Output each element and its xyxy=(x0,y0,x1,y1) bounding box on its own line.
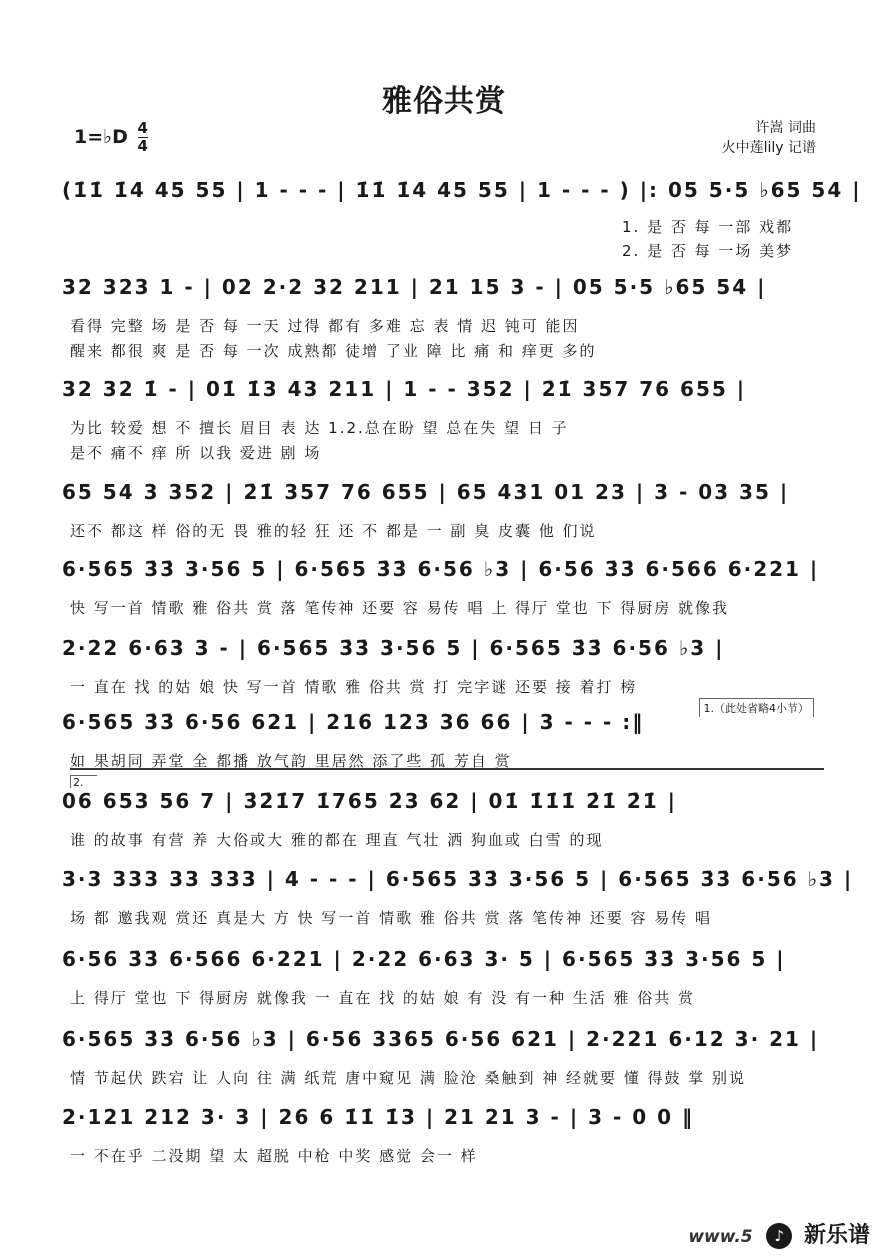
notation-line: 06 653 56 7 | 3̇2̇1̇7 1̇765 2̇3 6̇2 | 01̇ 1̇1̇1̇ 2̇1̇ 2̇1̇ | xyxy=(62,789,677,813)
staff-row-2 xyxy=(62,275,832,360)
staff-row-6 xyxy=(62,636,832,696)
verse-line-2: 2. 是 否 每 一场 美梦 xyxy=(622,242,794,260)
staff-row-9 xyxy=(62,867,854,927)
lyric-line-1: 一 直在 找 的姑 娘 快 写一首 情歌 雅 俗共 赏 打 完字谜 还要 接 着打 榜 xyxy=(70,678,638,696)
page-title: 雅俗共赏 xyxy=(382,84,506,119)
lyric-line-1: 为比 较爱 想 不 擅长 眉目 表 达 1.2.总在盼 望 总在失 望 日 子 xyxy=(70,419,569,437)
music-note-icon: ♪ xyxy=(766,1223,792,1249)
lyric-line-1: 看得 完整 场 是 否 每 一天 过得 都有 多难 忘 表 情 迟 钝可 能因 xyxy=(70,317,580,335)
staff-row-11 xyxy=(62,1027,832,1087)
credits xyxy=(722,118,816,158)
notation-line: 6·565 3̇3̇ 6·56 621 | 216 123 36 66 | 3 - - - :‖ xyxy=(62,710,645,734)
notation-line: 2·121 212 3· 3 | 26 6 1̇1̇ 1̇3 | 21 21 3 - | 3 - 0 0 ‖ xyxy=(62,1105,694,1129)
time-numerator: 4 xyxy=(137,119,148,137)
verse-line-1: 1. 是 否 每 一部 戏都 xyxy=(622,218,794,236)
site-footer xyxy=(688,1218,870,1249)
notation-line: 2·22 6·63 3 - | 6·565 3̇3̇ 3·56 5 | 6·565 3̇3̇ 6·56 ♭3 | xyxy=(62,636,725,660)
staff-row-12 xyxy=(62,1105,832,1165)
credit-lyrics-music: 许嵩 词曲 xyxy=(755,120,816,136)
volta-1-marker: 1.（此处省略4小节） xyxy=(699,698,815,717)
notation-line: 32 323 1 - | 02 2·2 32 211 | 21 15 3 - | 05 5·5 ♭65 54 | xyxy=(62,275,767,299)
staff-row-7 xyxy=(62,702,832,770)
notation-line: 3·3 333 33 333 | 4 - - - | 6·565 3̇3̇ 3·56 5 | 6·565 3̇3̇ 6·56 ♭3 | xyxy=(62,867,854,891)
credit-transcriber: 火中莲lily 记谱 xyxy=(721,140,816,156)
staff-row-8 xyxy=(62,776,832,849)
lyric-line-1: 还不 都这 样 俗的无 畏 雅的轻 狂 还 不 都是 一 副 臭 皮囊 他 们说 xyxy=(70,522,597,540)
site-url[interactable]: www.5 xyxy=(688,1227,753,1247)
lyric-line-1: 场 都 邀我观 赏还 真是大 方 快 写一首 情歌 雅 俗共 赏 落 笔传神 还要 容 易传 唱 xyxy=(70,909,713,927)
section-divider xyxy=(70,768,824,770)
time-denominator: 4 xyxy=(137,137,148,155)
time-signature xyxy=(138,120,148,155)
notation-line: 6·56 3̇3̇ 6·566 6·221 | 2·22 6·63 3· 5 | 6·565 3̇3̇ 3·56 5 | xyxy=(62,947,786,971)
lyric-line-2: 醒来 都很 爽 是 否 每 一次 成熟都 徒增 了业 障 比 痛 和 痒更 多的 xyxy=(70,342,597,360)
staff-row-5 xyxy=(62,557,832,617)
lyric-line-1: 谁 的故事 有营 养 大俗或大 雅的都在 理直 气壮 洒 狗血或 白雪 的现 xyxy=(70,831,604,849)
key-signature xyxy=(74,120,148,155)
lyric-line-1: 一 不在乎 二没期 望 太 超脱 中枪 中奖 感觉 会一 样 xyxy=(70,1147,478,1165)
staff-row-3 xyxy=(62,377,832,462)
lyric-line-1: 情 节起伏 跌宕 让 人向 往 满 纸荒 唐中窥见 满 脸沧 桑触到 神 经就要 懂 得鼓 掌 别说 xyxy=(70,1069,747,1087)
lyric-line-1: 快 写一首 情歌 雅 俗共 赏 落 笔传神 还要 容 易传 唱 上 得厅 堂也 下 得厨房 就像我 xyxy=(70,599,730,617)
notation-line: (1̇1̇ 1̇4 45 55 | 1 - - - | 1̇1̇ 1̇4 45 55 | 1 - - - ) |: 05 5·5 ♭65 54 | xyxy=(62,178,862,202)
staff-row-10 xyxy=(62,947,832,1007)
lyric-line-1: 上 得厅 堂也 下 得厨房 就像我 一 直在 找 的姑 娘 有 没 有一种 生活 雅 俗共 赏 xyxy=(70,989,696,1007)
notation-line: 32 32 1̇ - | 01̇ 1̇3 43 211 | 1 - - 352 | 2̇1̇ 357 76 655 | xyxy=(62,377,747,401)
lyric-line-1: 如 果胡同 弄堂 全 都播 放气韵 里居然 添了些 孤 芳自 赏 xyxy=(70,752,512,770)
notation-line: 65 54 3 352 | 2̇1̇ 357 76 655 | 65 431 01 23 | 3 - 03 35 | xyxy=(62,480,790,504)
lyric-line-2: 是不 痛不 痒 所 以我 爱进 剧 场 xyxy=(70,444,322,462)
notation-line: 6·565 3̇3̇ 6·56 ♭3 | 6·56 3365 6·56 621 | 2·221 6·12 3· 21 | xyxy=(62,1027,820,1051)
staff-row-1 xyxy=(62,178,862,268)
staff-row-4 xyxy=(62,480,832,540)
notation-line: 6·565 3̇3̇ 3·56 5 | 6·565 3̇3̇ 6·56 ♭3 | 6·56 3̇3̇ 6·566 6·221 | xyxy=(62,557,820,581)
brand-name: 新乐谱 xyxy=(803,1223,870,1248)
volta-2-marker: 2. xyxy=(70,775,97,788)
key-prefix: 1=♭D xyxy=(74,126,128,148)
